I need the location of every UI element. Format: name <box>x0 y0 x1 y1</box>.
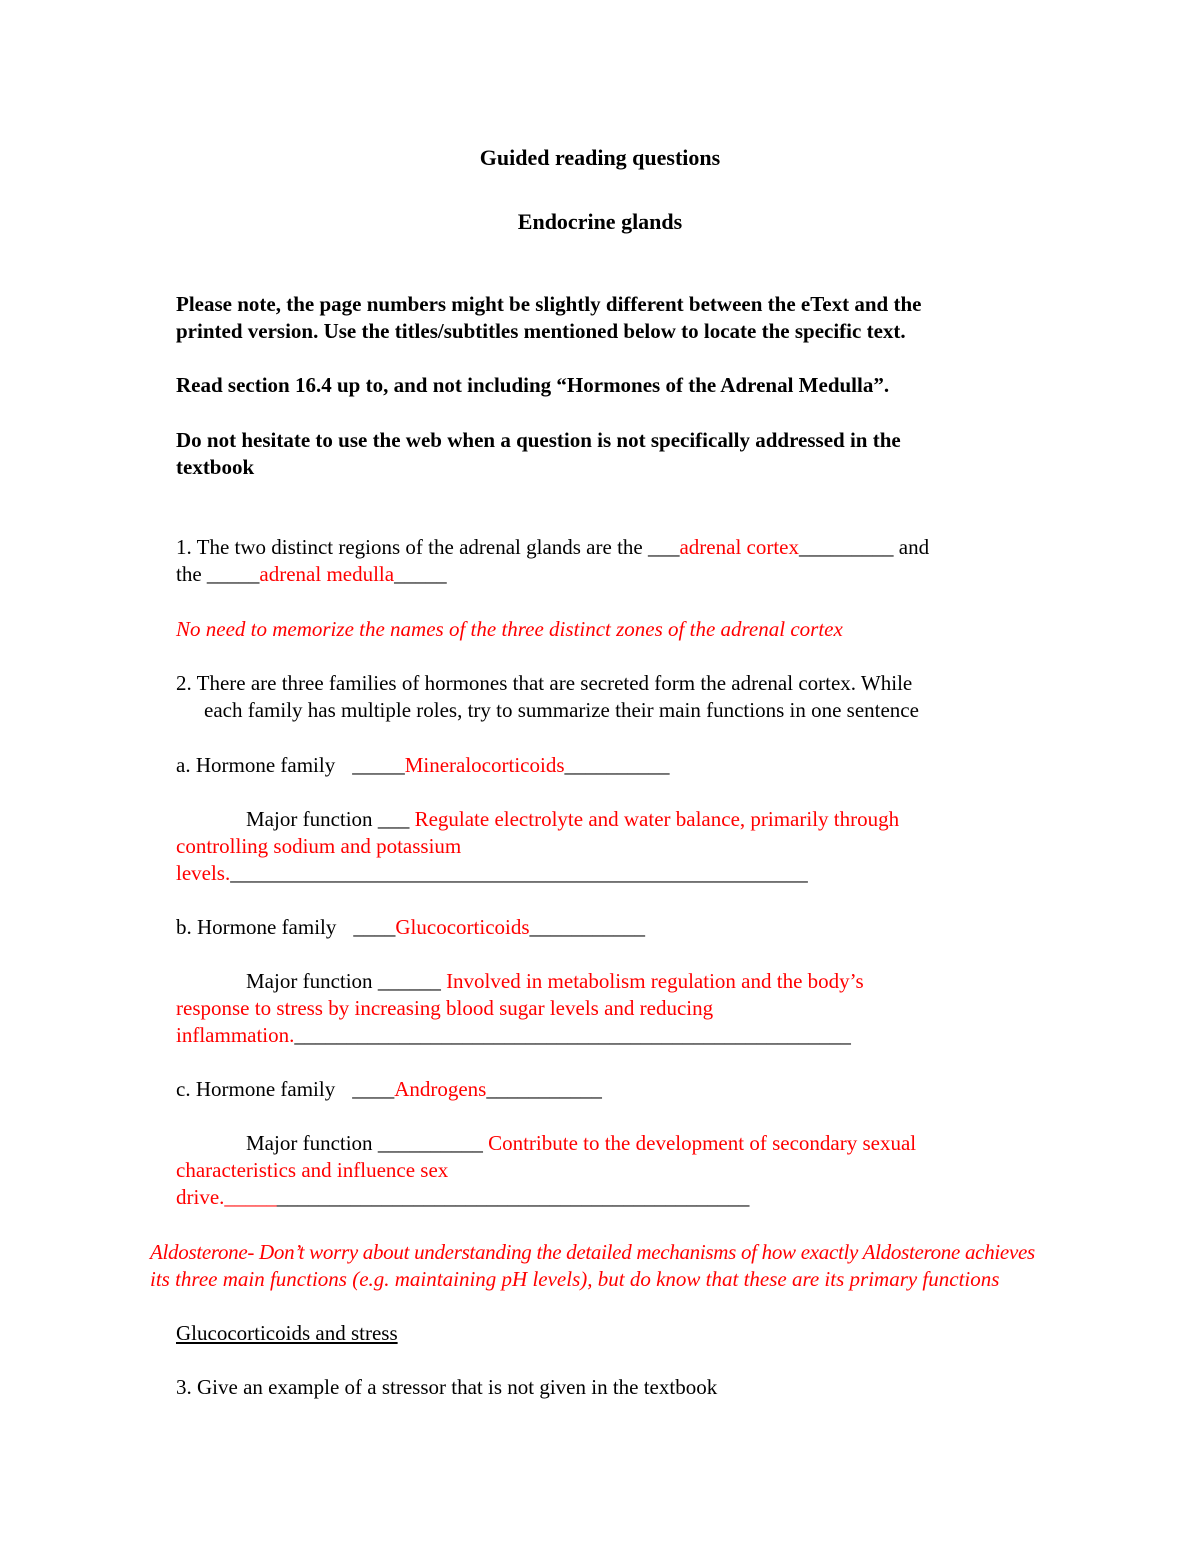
instructor-note-2-line2: its three main functions (e.g. maintaining pH levels), but do know that these are its primary functions <box>150 1267 1000 1291</box>
function-b-line3 <box>176 1023 851 1048</box>
blank: ___________ <box>529 915 646 939</box>
question-1-line2-prefix: the <box>176 562 207 586</box>
function-c-line1 <box>246 1131 916 1156</box>
blank: ___ <box>377 807 410 831</box>
answer-family-b[interactable]: Glucocorticoids <box>395 915 530 939</box>
instructor-note-1: No need to memorize the names of the three distinct zones of the adrenal cortex <box>176 617 843 641</box>
intro-note-line2: printed version. Use the titles/subtitles mentioned below to locate the specific text. <box>176 319 906 343</box>
function-a-line3 <box>176 861 808 886</box>
blank: _______________________________________________________ <box>230 861 808 885</box>
hormone-family-a <box>176 753 670 778</box>
question-2-line1: 2. There are three families of hormones that are secreted form the adrenal cortex. While <box>176 671 913 695</box>
question-1-prefix: 1. The two distinct regions of the adrenal glands are the <box>176 535 648 559</box>
family-label: b. Hormone family <box>176 915 337 939</box>
answer-adrenal-cortex[interactable]: adrenal cortex <box>679 535 799 559</box>
family-label: c. Hormone family <box>176 1077 336 1101</box>
function-label: Major function <box>246 807 378 831</box>
blank: _________ <box>799 535 894 559</box>
function-a-line1 <box>246 807 899 832</box>
function-a-line3-text: levels. <box>176 861 231 885</box>
question-1-mid: and <box>893 535 930 559</box>
blank: _____________________________________________________ <box>294 1023 851 1047</box>
answer-family-a[interactable]: Mineralocorticoids <box>404 753 565 777</box>
function-label: Major function <box>246 1131 378 1155</box>
function-label: Major function <box>246 969 378 993</box>
blank: ______ <box>377 969 441 993</box>
blank: _____ <box>224 1185 277 1209</box>
instructor-note-2-line1: Aldosterone- Don’t worry about understanding the detailed mechanisms of how exactly Aldosterone achieves <box>150 1240 1035 1264</box>
hormone-family-b <box>176 915 645 940</box>
question-3: 3. Give an example of a stressor that is not given in the textbook <box>176 1375 718 1399</box>
blank: ___ <box>647 535 680 559</box>
function-b-line1 <box>246 969 864 994</box>
blank: __________ <box>377 1131 483 1155</box>
answer-family-c[interactable]: Androgens <box>394 1077 487 1101</box>
blank: _____________________________________________ <box>276 1185 750 1209</box>
section-heading: Glucocorticoids and stress <box>176 1321 398 1345</box>
hormone-family-c <box>176 1077 602 1102</box>
blank: _____ <box>394 562 447 586</box>
question-1-line1 <box>176 535 929 560</box>
function-a-line2: controlling sodium and potassium <box>176 834 462 858</box>
answer-function-c[interactable]: Contribute to the development of secondary sexual <box>482 1131 917 1155</box>
question-2-line2: each family has multiple roles, try to summarize their main functions in one sentence <box>204 698 919 722</box>
function-b-line3-text: inflammation. <box>176 1023 295 1047</box>
function-b-line2: response to stress by increasing blood sugar levels and reducing <box>176 996 714 1020</box>
blank: _____ <box>352 753 405 777</box>
answer-function-a[interactable]: Regulate electrolyte and water balance, primarily through <box>409 807 900 831</box>
function-c-line3-text: drive. <box>176 1185 225 1209</box>
intro-web-line2: textbook <box>176 455 255 479</box>
page-subtitle: Endocrine glands <box>517 209 683 234</box>
page-title: Guided reading questions <box>479 145 721 170</box>
intro-web-line1: Do not hesitate to use the web when a question is not specifically addressed in the <box>176 428 901 452</box>
blank: ____ <box>352 1077 395 1101</box>
function-c-line3 <box>176 1185 749 1210</box>
answer-function-b[interactable]: Involved in metabolism regulation and the body’s <box>440 969 864 993</box>
intro-note-line1: Please note, the page numbers might be slightly different between the eText and the <box>176 292 922 316</box>
function-c-line2: characteristics and influence sex <box>176 1158 449 1182</box>
blank: ____ <box>353 915 396 939</box>
answer-adrenal-medulla[interactable]: adrenal medulla <box>259 562 395 586</box>
family-label: a. Hormone family <box>176 753 336 777</box>
blank: ___________ <box>486 1077 602 1101</box>
question-1-line2 <box>176 562 447 587</box>
blank: __________ <box>564 753 670 777</box>
blank: _____ <box>206 562 260 586</box>
intro-read-instruction: Read section 16.4 up to, and not including “Hormones of the Adrenal Medulla”. <box>176 373 890 397</box>
